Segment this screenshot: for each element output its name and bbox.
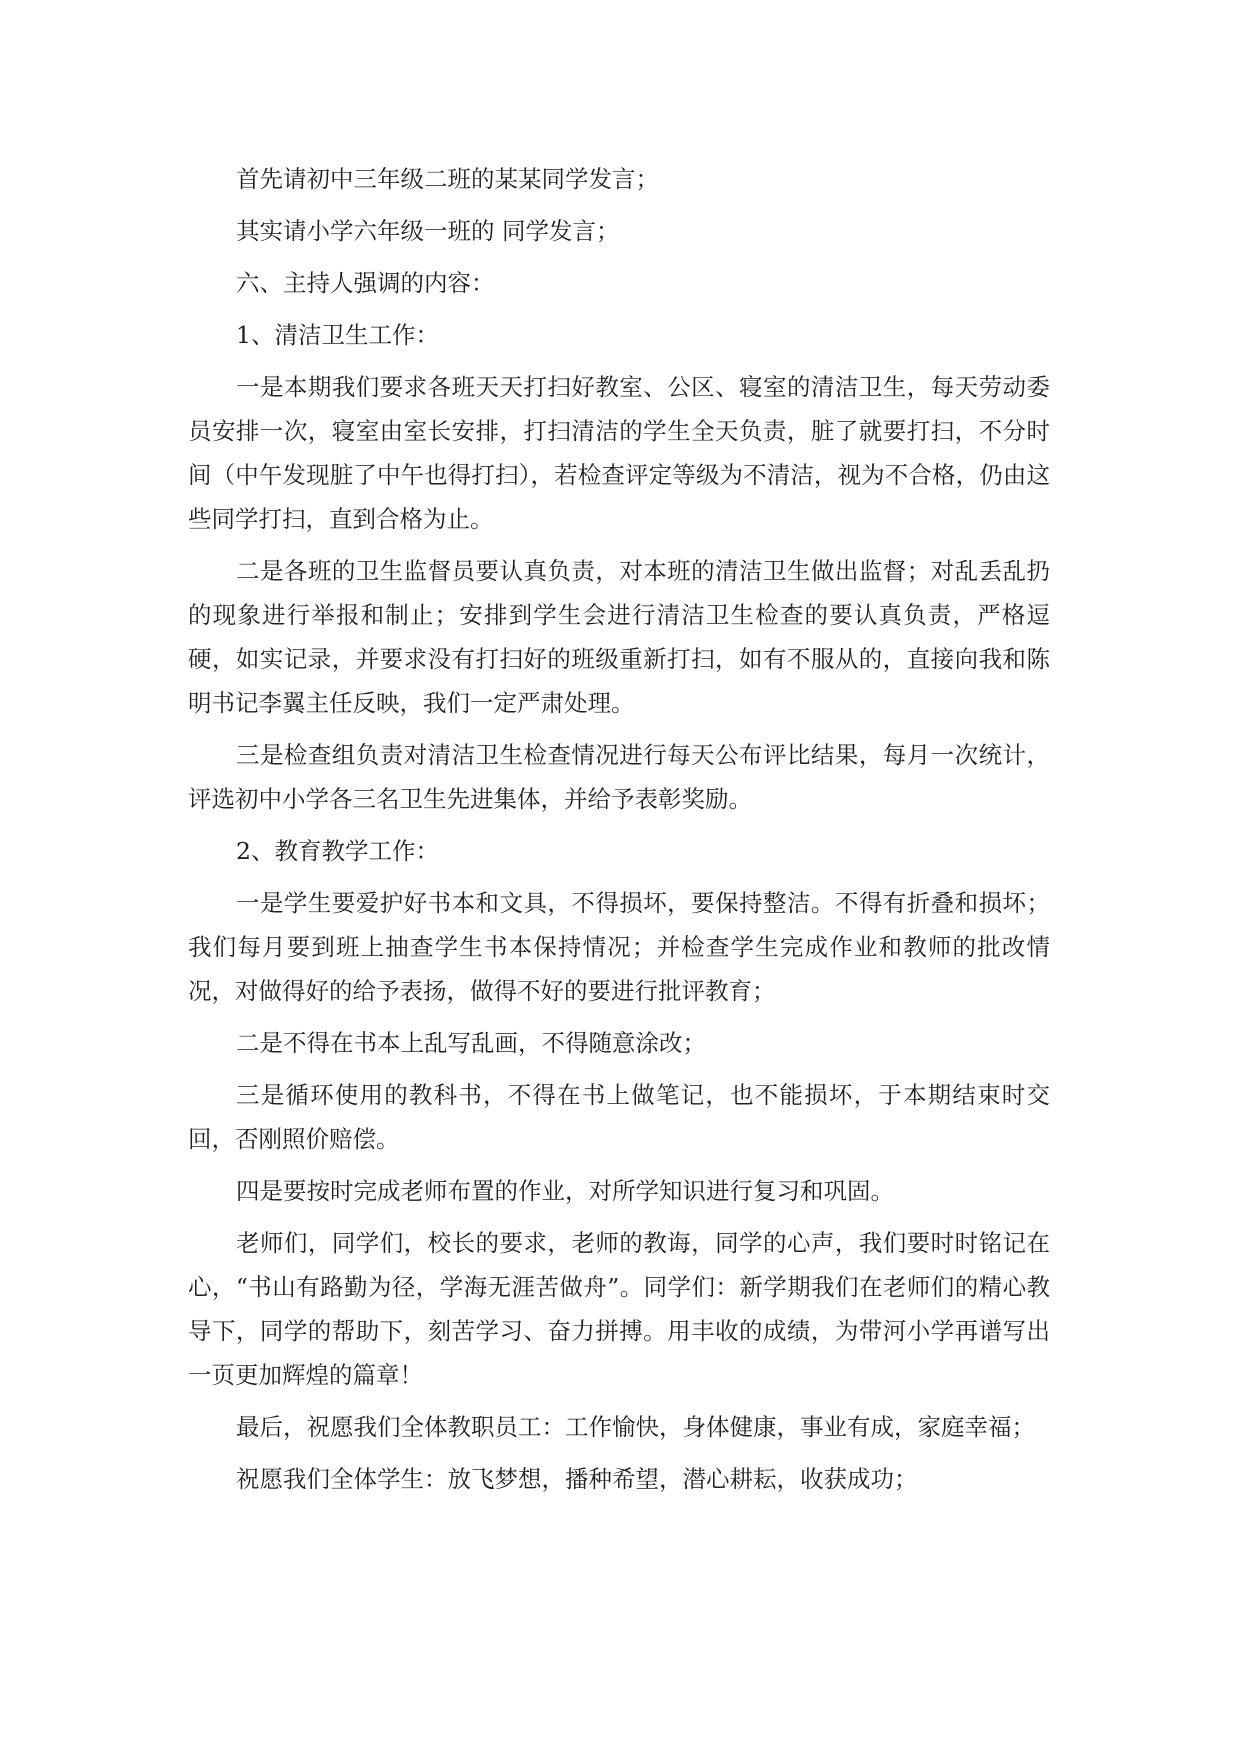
document-body	[188, 157, 1050, 1509]
paragraph-cleaning-3: 三是检查组负责对清洁卫生检查情况进行每天公布评比结果，每月一次统计，评选初中小学各三名卫生先进集体，并给予表彰奖励。	[188, 741, 1050, 813]
paragraph-speaker-2: 其实请小学六年级一班的 同学发言；	[236, 217, 620, 245]
paragraph-teaching-4: 四是要按时完成老师布置的作业，对所学知识进行复习和巩固。	[236, 1177, 894, 1205]
paragraph-closing-remarks: 老师们，同学们，校长的要求，老师的教诲，同学的心声，我们要时时铭记在心，“书山有路勤为径，学海无涯苦做舟”。同学们：新学期我们在老师们的精心教导下，同学的帮助下，刻苦学习、奋力拼搏。用丰收的成绩，为带河小学再谱写出一页更加辉煌的篇章！	[188, 1229, 1050, 1389]
paragraph-speaker-1: 首先请初中三年级二班的某某同学发言；	[236, 165, 659, 193]
subheading-teaching: 2、教育教学工作：	[236, 837, 439, 865]
paragraph-teaching-1: 一是学生要爱护好书本和文具，不得损坏，要保持整洁。不得有折叠和损坏；我们每月要到班上抽查学生书本保持情况；并检查学生完成作业和教师的批改情况，对做得好的给予表扬，做得不好的要进行批评教育；	[188, 889, 1050, 1005]
paragraph-cleaning-1: 一是本期我们要求各班天天打扫好教室、公区、寝室的清洁卫生，每天劳动委员安排一次，寝室由室长安排，打扫清洁的学生全天负责，脏了就要打扫，不分时间（中午发现脏了中午也得打扫），若检查评定等级为不清洁，视为不合格，仍由这些同学打扫，直到合格为止。	[188, 373, 1050, 533]
paragraph-wishes-staff: 最后，祝愿我们全体教职员工：工作愉快，身体健康，事业有成，家庭幸福；	[236, 1413, 1035, 1441]
section-heading-host-emphasis: 六、主持人强调的内容：	[236, 269, 495, 297]
paragraph-teaching-2: 二是不得在书本上乱写乱画，不得随意涂改；	[236, 1029, 706, 1057]
subheading-cleaning: 1、清洁卫生工作：	[236, 321, 439, 349]
paragraph-cleaning-2: 二是各班的卫生监督员要认真负责，对本班的清洁卫生做出监督；对乱丢乱扔的现象进行举报和制止；安排到学生会进行清洁卫生检查的要认真负责，严格逗硬，如实记录，并要求没有打扫好的班级重新打扫，如有不服从的，直接向我和陈明书记李翼主任反映，我们一定严肃处理。	[188, 557, 1050, 717]
paragraph-wishes-students: 祝愿我们全体学生：放飞梦想，播种希望，潜心耕耘，收获成功；	[236, 1465, 918, 1493]
paragraph-teaching-3: 三是循环使用的教科书，不得在书上做笔记，也不能损坏，于本期结束时交回，否刚照价赔偿。	[188, 1081, 1050, 1153]
